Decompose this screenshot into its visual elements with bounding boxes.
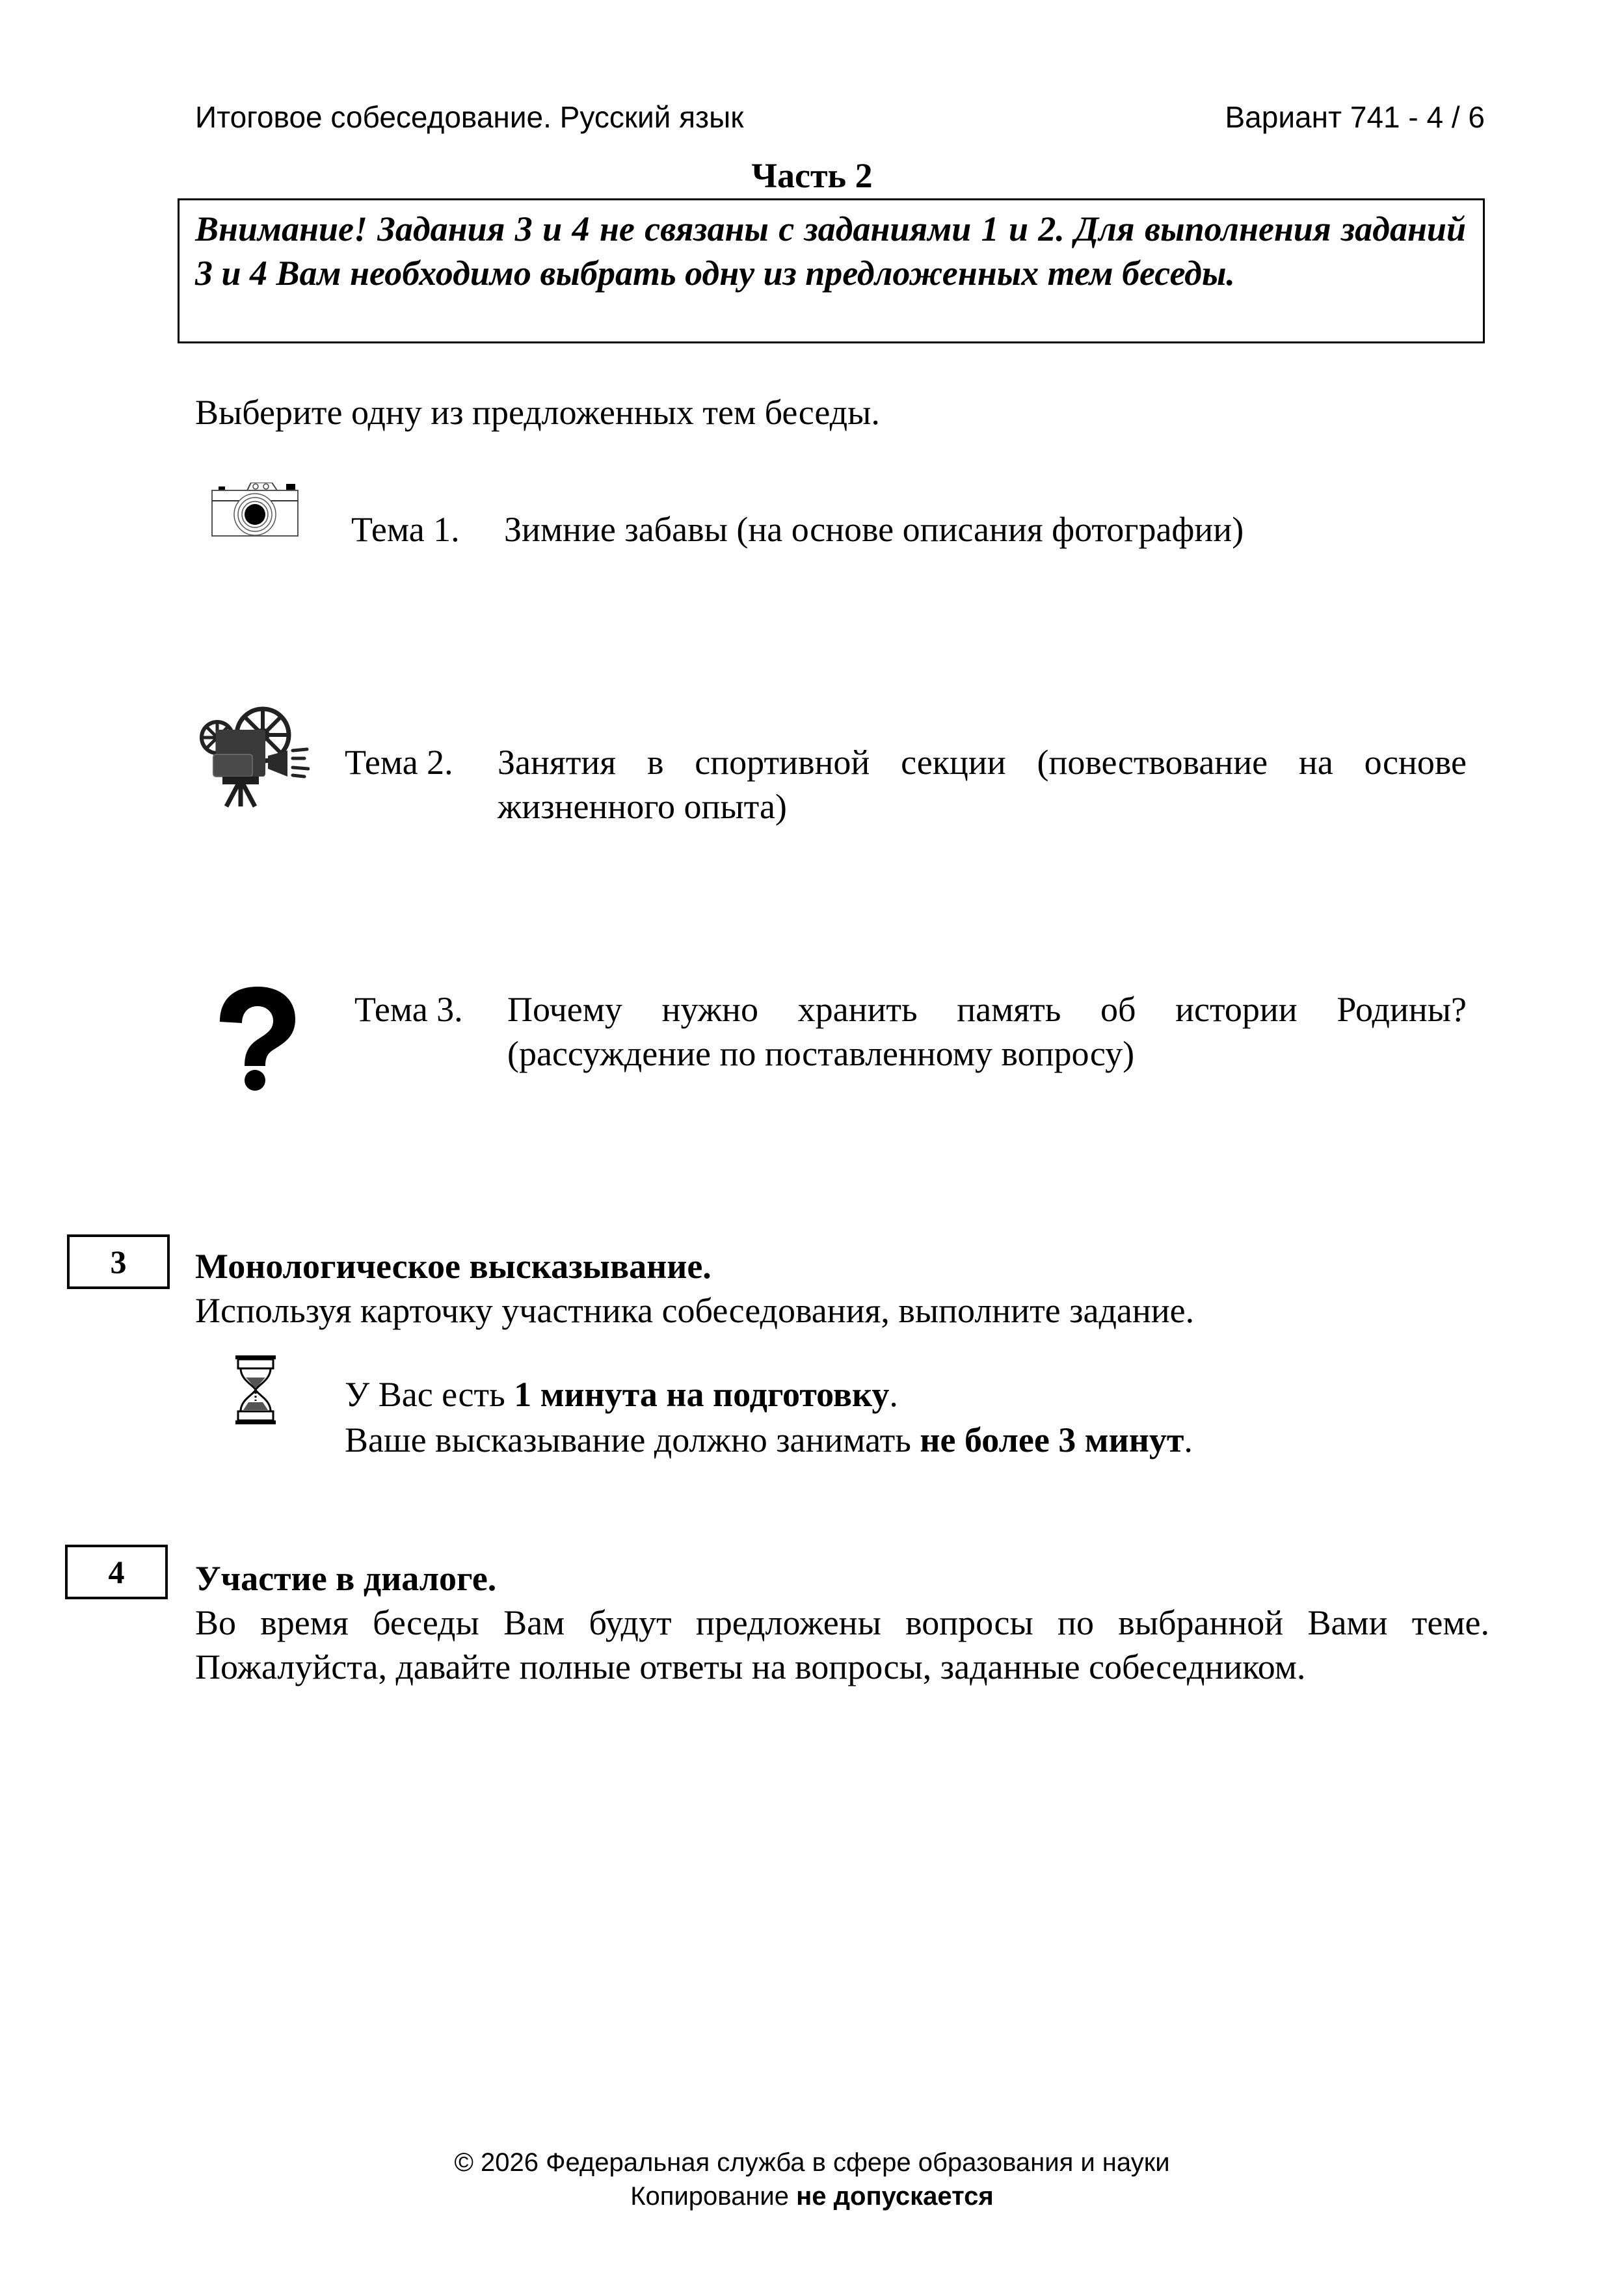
topic-1-text: Зимние забавы (на основе описания фотографии) bbox=[504, 510, 1244, 549]
topic-3-label: Тема 3. bbox=[354, 990, 463, 1029]
preparation-time-value: 1 минута на подготовку bbox=[514, 1375, 890, 1414]
task-4-number: 4 bbox=[108, 1554, 125, 1590]
topic-2-label: Тема 2. bbox=[345, 743, 453, 782]
preparation-text-prefix: У Вас есть bbox=[345, 1375, 514, 1414]
task-3-title: Монологическое высказывание. bbox=[195, 1247, 712, 1286]
camera-icon bbox=[209, 483, 300, 545]
task-4-number-box bbox=[65, 1545, 168, 1599]
question-mark-icon bbox=[217, 985, 298, 1091]
copy-notice bbox=[0, 2180, 1624, 2213]
film-projector-icon bbox=[193, 704, 310, 816]
answer-time-text bbox=[345, 1418, 1193, 1462]
header-title: Итоговое собеседование. Русский язык bbox=[195, 100, 744, 134]
copyright-text: © 2026 Федеральная служба в сфере образования и науки bbox=[454, 2148, 1170, 2177]
topic-3-text: Почему нужно хранить память об истории Родины? (рассуждение по поставленному вопросу) bbox=[507, 990, 1467, 1073]
preparation-time-text bbox=[345, 1372, 898, 1417]
variant-page-number: Вариант 741 - 4 / 6 bbox=[1225, 100, 1485, 134]
answer-text-suffix: . bbox=[1184, 1420, 1193, 1459]
task-3-description: Используя карточку участника собеседования, выполните задание. bbox=[195, 1291, 1195, 1330]
task-3-number: 3 bbox=[110, 1244, 127, 1280]
topic-2-text: Занятия в спортивной секции (повествование на основе жизненного опыта) bbox=[498, 743, 1467, 826]
task-4-title: Участие в диалоге. bbox=[195, 1559, 497, 1598]
attention-text: Внимание! Задания 3 и 4 не связаны с заданиями 1 и 2. Для выполнения заданий 3 и 4 Вам необходимо выбрать одну из предложенных тем беседы. bbox=[195, 209, 1466, 293]
copy-notice-prefix: Копирование bbox=[630, 2182, 797, 2211]
attention-box bbox=[178, 198, 1485, 343]
task-4-body: Во время беседы Вам будут предложены вопросы по выбранной Вами теме. Пожалуйста, давайте полные ответы на вопросы, заданные собеседником. bbox=[195, 1603, 1489, 1686]
choose-topic-prompt: Выберите одну из предложенных тем беседы. bbox=[195, 393, 880, 432]
part-title: Часть 2 bbox=[751, 156, 873, 195]
task-3-number-box bbox=[67, 1234, 170, 1289]
topic-1-label: Тема 1. bbox=[351, 510, 460, 549]
hourglass-icon bbox=[234, 1354, 280, 1426]
copy-notice-bold: не допускается bbox=[796, 2182, 994, 2211]
preparation-text-suffix: . bbox=[889, 1375, 898, 1414]
answer-time-value: не более 3 минут bbox=[920, 1420, 1184, 1459]
answer-text-prefix: Ваше высказывание должно занимать bbox=[345, 1420, 920, 1459]
